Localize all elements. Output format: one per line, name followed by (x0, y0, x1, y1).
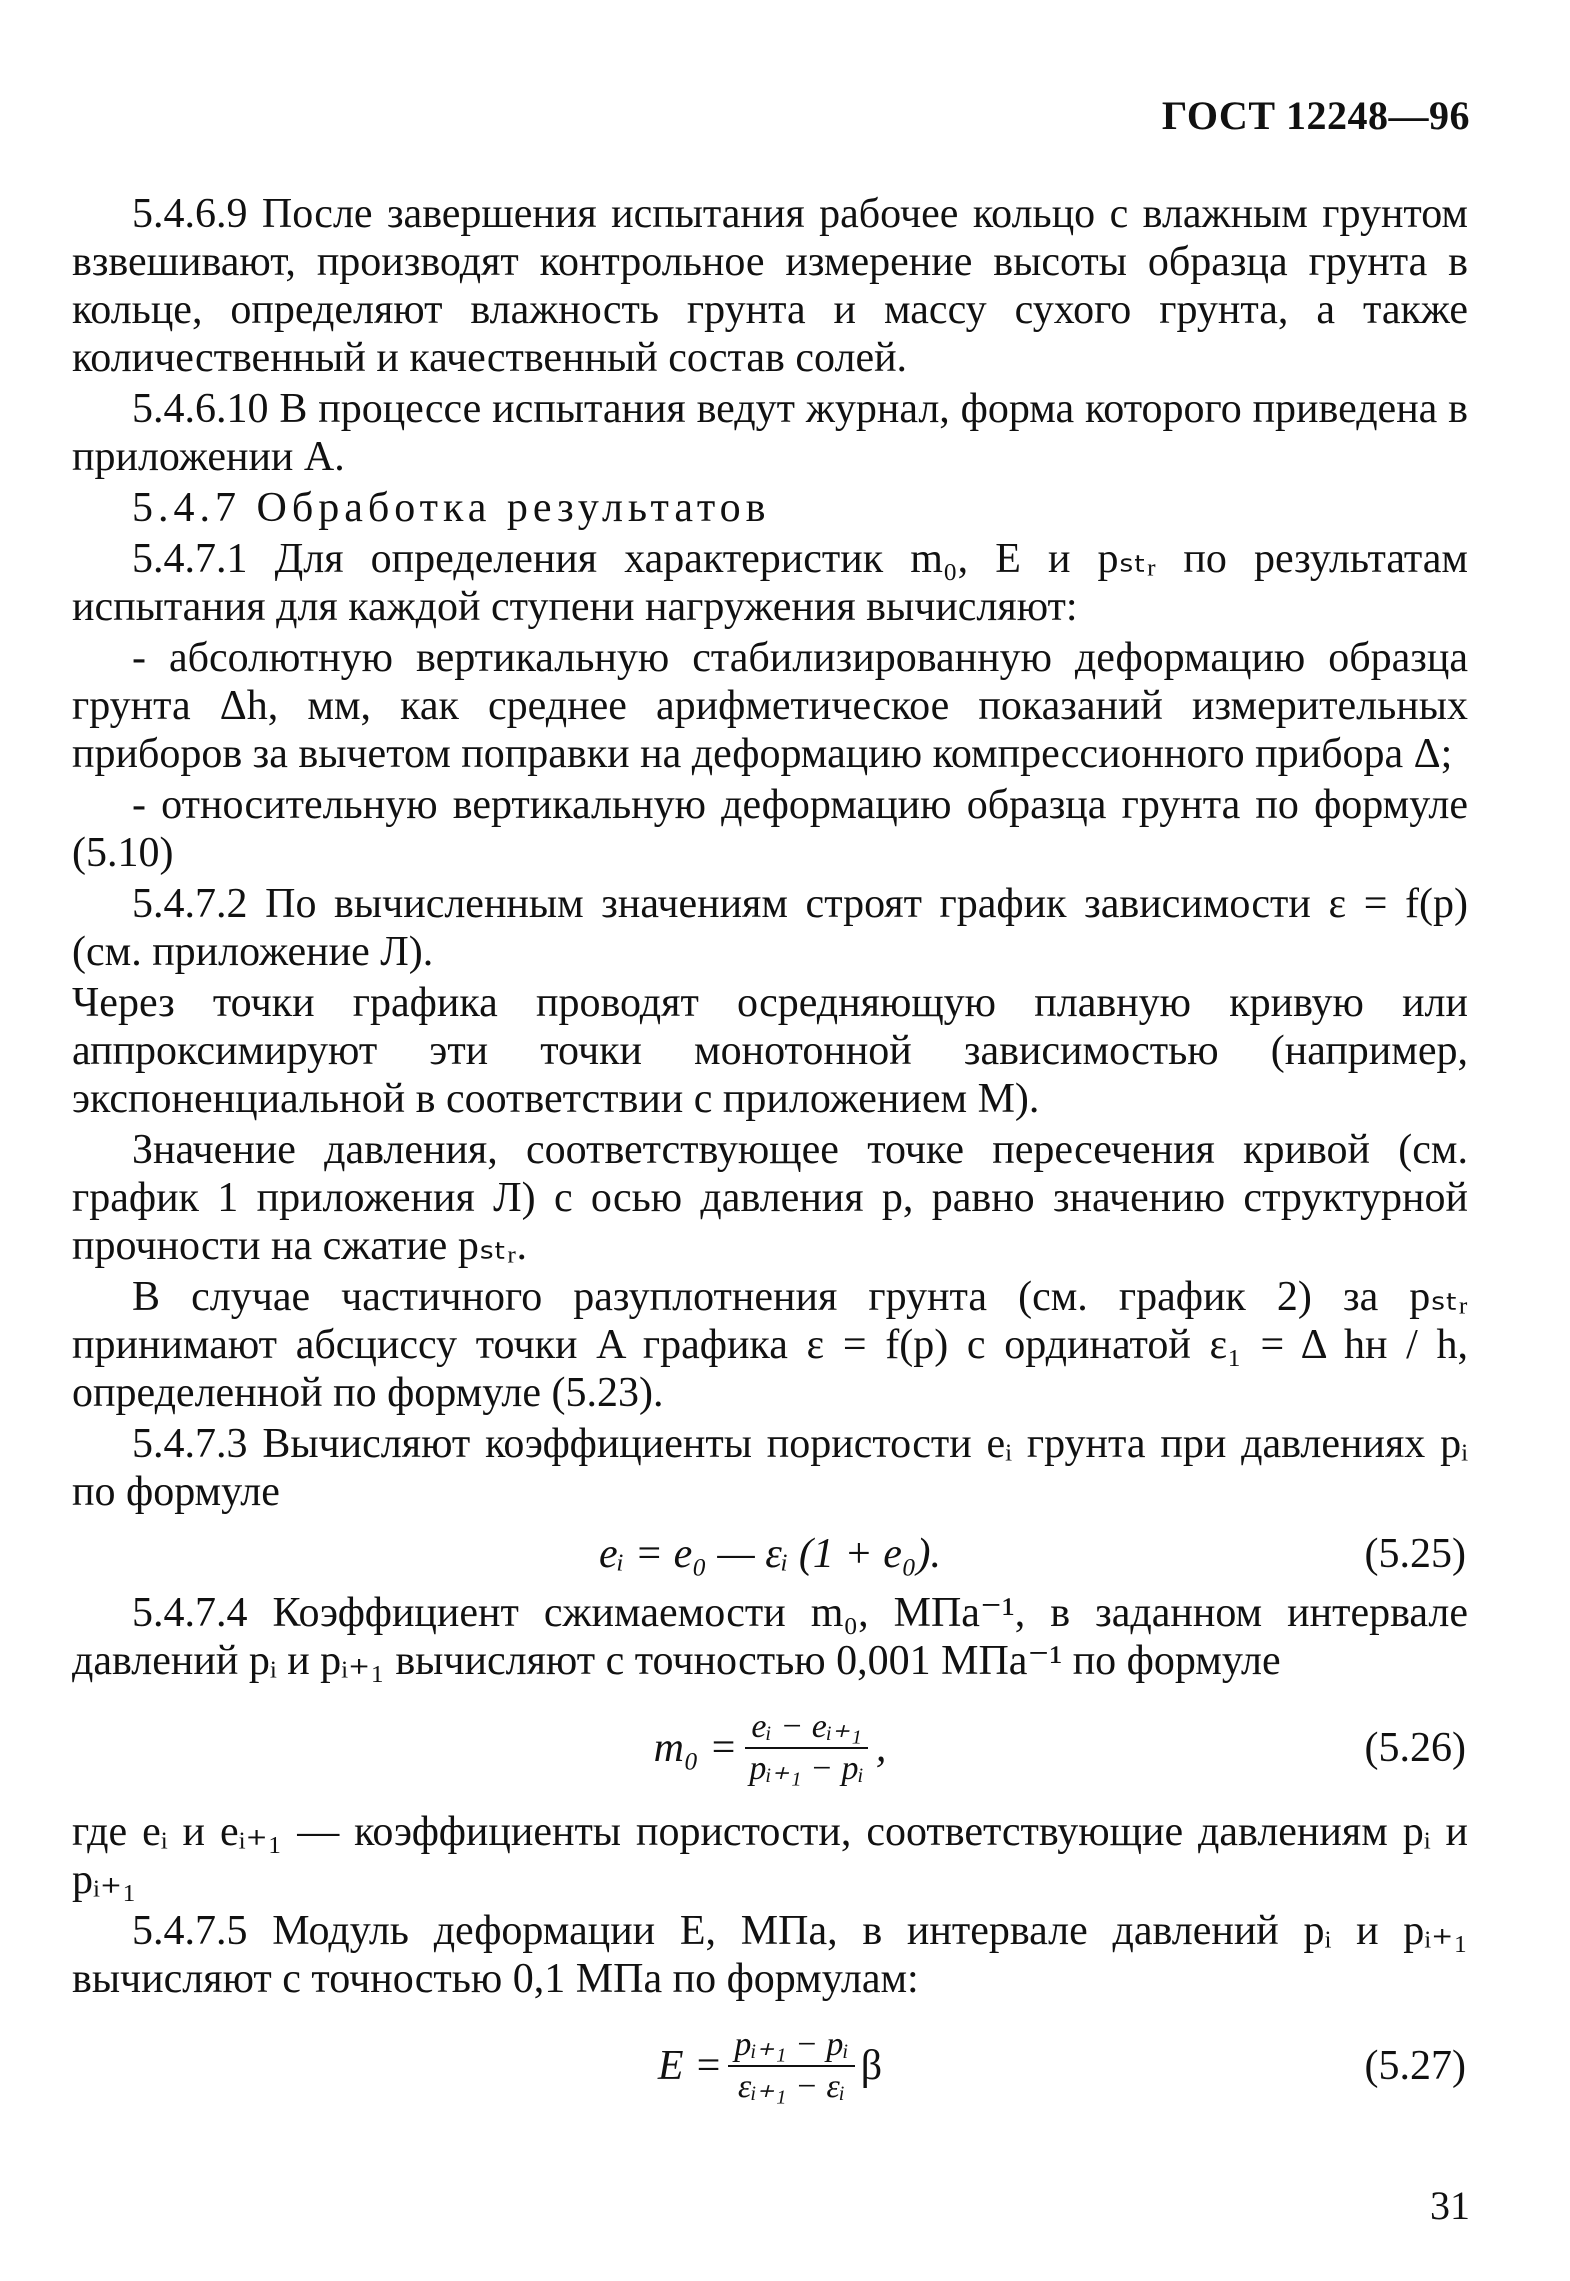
document-body (72, 190, 1468, 2126)
list-item-relative-deformation: - относительную вертикальную деформацию образца грунта по формуле (5.10) (72, 782, 1468, 876)
paragraph-5-4-6-10: 5.4.6.10 В процессе испытания ведут журнал, форма которого приведена в приложении А. (72, 386, 1468, 480)
formula-5-26 (72, 1688, 1468, 1808)
paragraph-5-4-7-1: 5.4.7.1 Для определения характеристик m₀, E и pₛₜᵣ по результатам испытания для каждой ступени нагружения вычисляют: (72, 536, 1468, 630)
page-number: 31 (1430, 2183, 1470, 2228)
formula-5-27 (72, 2006, 1468, 2126)
paragraph-pressure-value: Значение давления, соответствующее точке пересечения кривой (см. график 1 приложения Л) с осью давления p, равно значению структурной прочности на сжатие pₛₜᵣ. (72, 1127, 1468, 1269)
formula-5-26-fraction (743, 1707, 869, 1789)
paragraph-5-4-7-4: 5.4.7.4 Коэффициент сжимаемости m₀, МПа⁻¹, в заданном интервале давлений pᵢ и pᵢ₊₁ вычисляют с точностью 0,001 МПа⁻¹ по формуле (72, 1590, 1468, 1684)
formula-5-27-number: (5.27) (1364, 2043, 1466, 2089)
section-heading-5-4-7: 5.4.7 Обработка результатов (132, 485, 771, 531)
formula-5-27-denominator: εᵢ₊₁ − εᵢ (737, 2068, 846, 2105)
formula-5-26-denominator: pᵢ₊₁ − pᵢ (749, 1750, 864, 1787)
paragraph-5-4-7-5: 5.4.7.5 Модуль деформации E, МПа, в интервале давлений pᵢ и pᵢ₊₁ вычисляют с точностью 0,1 МПа по формулам: (72, 1908, 1468, 2002)
formula-5-27-fraction (728, 2025, 854, 2107)
formula-5-26-tail: , (875, 1725, 887, 1771)
formula-5-26-lhs: m₀ = (653, 1725, 738, 1771)
formula-5-26-numerator: eᵢ − eᵢ₊₁ (745, 1707, 868, 1749)
formula-5-25-expression: eᵢ = e₀ — εᵢ (1 + e₀). (599, 1531, 941, 1577)
paragraph-curve: Через точки графика проводят осредняющую плавную кривую или аппроксимируют эти точки монотонной зависимостью (например, экспоненциальной в соответствии с приложением М). (72, 980, 1468, 1122)
formula-5-25-number: (5.25) (1364, 1531, 1466, 1577)
formula-5-27-numerator: pᵢ₊₁ − pᵢ (728, 2025, 854, 2067)
paragraph-5-4-7-3: 5.4.7.3 Вычисляют коэффициенты пористости eᵢ грунта при давлениях pᵢ по формуле (72, 1421, 1468, 1515)
formula-5-27-lhs: E = (657, 2043, 723, 2089)
paragraph-partial-decompaction: В случае частичного разуплотнения грунта (см. график 2) за pₛₜᵣ принимают абсциссу точки A графика ε = f(p) с ординатой ε₁ = Δ hн / h, определенной по формуле (5.23). (72, 1274, 1468, 1416)
formula-5-26-number: (5.26) (1364, 1725, 1466, 1771)
paragraph-5-4-6-9: 5.4.6.9 После завершения испытания рабочее кольцо с влажным грунтом взвешивают, производят контрольное измерение высоты образца грунта в кольце, определяют влажность грунта и массу сухого грунта, а также количественный и качественный состав солей. (72, 191, 1468, 381)
standard-code-header: ГОСТ 12248—96 (1161, 93, 1470, 138)
formula-5-25 (72, 1519, 1468, 1589)
paragraph-5-4-7-2: 5.4.7.2 По вычисленным значениям строят график зависимости ε = f(p) (см. приложение Л). (72, 881, 1468, 975)
formula-5-27-beta: β (860, 2043, 883, 2089)
paragraph-where: где eᵢ и eᵢ₊₁ — коэффициенты пористости, соответствующие давлениям pᵢ и pᵢ₊₁ (72, 1809, 1468, 1903)
list-item-absolute-deformation: - абсолютную вертикальную стабилизированную деформацию образца грунта Δh, мм, как среднее арифметическое показаний измерительных приборов за вычетом поправки на деформацию компрессионного прибора Δ; (72, 635, 1468, 777)
